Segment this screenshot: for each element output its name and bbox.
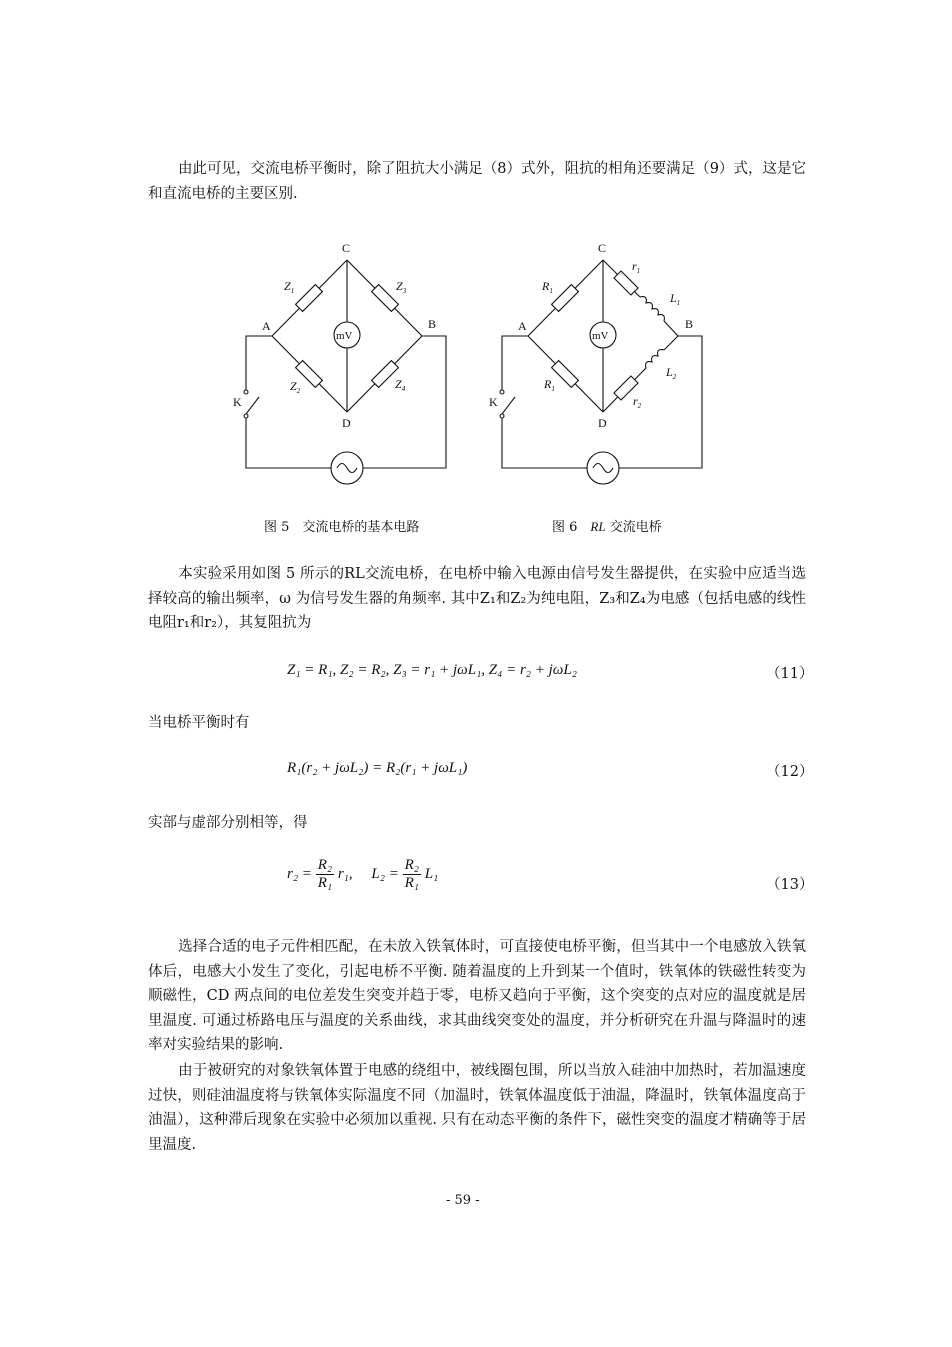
switch-k: K xyxy=(233,395,242,409)
node-a: A xyxy=(518,319,527,333)
equation-12-number: （12） xyxy=(766,764,814,780)
r1-bottom-resistor xyxy=(552,361,579,388)
l2-label: $L_2$ xyxy=(666,365,677,381)
equation-12: R₁(r₂ + jωL₂) = R₂(r₁ + jωL₁) xyxy=(287,760,468,776)
node-c: C xyxy=(342,241,351,255)
figure-5-caption: 图 5 交流电桥的基本电路 xyxy=(264,520,420,535)
small-r2-label: $r_2$ xyxy=(633,394,642,410)
z4-label: $Z_4$ xyxy=(395,377,406,393)
paragraph-curie-text: 选择合适的电子元件相匹配，在未放入铁氧体时，可直接使电桥平衡，但当其中一个电感放入铁氧体后，电感大小发生了变化，引起电桥不平衡. 随着温度的上升到某一个值时，铁氧体的铁磁性转变为顺磁性，CD 两点间的电位差发生突变并趋于零，电桥又趋向于平衡，这个突变的点对应的温度就是居里温度. 可通过桥路电压与温度的关系曲线，求其曲线突变处的温度，并分析研究在升温与降温时的速率对实验结果的影响. xyxy=(148,939,806,1054)
node-d: D xyxy=(598,416,607,430)
z3-resistor xyxy=(372,285,399,312)
paragraph-curie xyxy=(148,935,806,1058)
l2-inductor xyxy=(646,350,664,368)
paragraph-method xyxy=(148,562,806,636)
figure-6-caption: 图 6 RL 交流电桥 xyxy=(552,519,662,535)
equation-11-number: （11） xyxy=(766,666,814,682)
node-a: A xyxy=(262,319,271,333)
paragraph-balance: 当电桥平衡时有 xyxy=(148,715,250,731)
equation-13-number: （13） xyxy=(766,877,814,893)
equation-13: r₂ = $\frac{\text{R₂}}{\text{R₁}}$ r₁, L₂ = $\frac{\text{R₂}}{\text{R₁}}$ L₁ xyxy=(287,857,439,891)
node-b: B xyxy=(685,317,694,331)
figure-5-circuit xyxy=(228,238,468,496)
l1-inductor xyxy=(640,297,664,321)
paragraph-method-text: 本实验采用如图 5 所示的RL交流电桥，在电桥中输入电源由信号发生器提供，在实验中应适当选择较高的输出频率，ω 为信号发生器的角频率. 其中Z₁和Z₂为纯电阻，Z₃和Z₄为电感（包括电感的线性电阻r₁和r₂），其复阻抗为 xyxy=(148,566,806,632)
small-r1-label: $r_1$ xyxy=(632,259,641,275)
meter-label: mV xyxy=(592,330,609,342)
z2-resistor xyxy=(296,361,323,388)
node-b: B xyxy=(428,317,437,331)
z1-label: $Z_1$ xyxy=(284,279,295,295)
paragraph-intro xyxy=(148,157,806,206)
node-d: D xyxy=(342,416,351,430)
paragraph-lag xyxy=(148,1059,806,1157)
r1-top-resistor xyxy=(552,285,579,312)
switch-k: K xyxy=(489,395,498,409)
small-r1-resistor xyxy=(614,271,638,295)
paragraph-intro-text: 由此可见，交流电桥平衡时，除了阻抗大小满足（8）式外，阻抗的相角还要满足（9）式，这是它和直流电桥的主要区别. xyxy=(148,161,806,202)
l1-label: $L_1$ xyxy=(670,291,681,307)
node-c: C xyxy=(598,241,607,255)
z1-resistor xyxy=(296,285,323,312)
equation-11: Z₁ = R₁, Z₂ = R₂, Z₃ = r₁ + jωL₁, Z₄ = r₂ + jωL₂ xyxy=(287,662,577,678)
figure-6-circuit xyxy=(484,238,724,496)
r1-bottom-label: $R_1$ xyxy=(544,377,555,393)
z2-label: $Z_2$ xyxy=(290,379,301,395)
page-number: - 59 - xyxy=(446,1193,480,1208)
z3-label: $Z_3$ xyxy=(396,279,407,295)
meter-label: mV xyxy=(336,330,353,342)
paragraph-real-imag: 实部与虚部分别相等，得 xyxy=(148,815,308,831)
r1-top-label: $R_1$ xyxy=(542,279,553,295)
paragraph-lag-text: 由于被研究的对象铁氧体置于电感的绕组中，被线圈包围，所以当放入硅油中加热时，若加温速度过快，则硅油温度将与铁氧体实际温度不同（加温时，铁氧体温度低于油温，降温时，铁氧体温度高于油温），这种滞后现象在实验中必须加以重视. 只有在动态平衡的条件下，磁性突变的温度才精确等于居里温度. xyxy=(148,1063,806,1153)
